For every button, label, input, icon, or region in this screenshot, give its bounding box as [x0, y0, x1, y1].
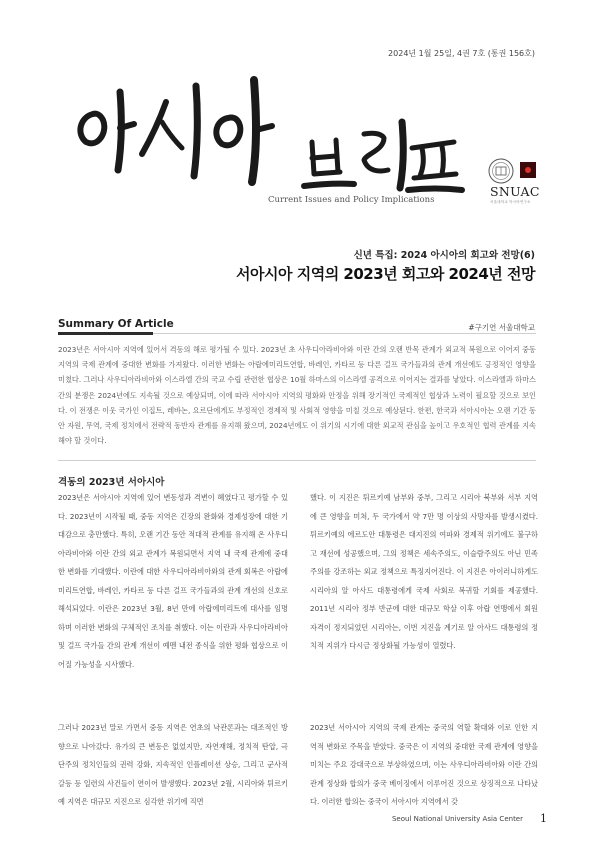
asia-brief-logo — [58, 62, 468, 197]
snuac-mark-icon — [520, 162, 536, 178]
snu-emblem-icon — [488, 158, 514, 184]
author: #구기연 서울대학교 — [468, 323, 535, 332]
publisher-name: SNUAC — [490, 184, 540, 199]
issue-info: 2024년 1월 25일, 4권 7호 (통권 156호) — [388, 49, 535, 58]
article-title: 서아시아 지역의 2023년 회고와 2024년 전망 — [236, 265, 535, 283]
summary-text: 2023년은 서아시아 지역에 있어서 격동의 해로 평가될 수 있다. 2023년 초 사우디아라비아와 이란 간의 오랜 반목 관계가 외교적 복원으로 이어져 중동 지역의 국제 관계에 중대한 변화를 가져왔다. 이러한 변화는 아랍에미리트연합, 바레인, 카타르 등 다른 걸프 국가들과의 관계 개선에도 긍정적인 영향을 미쳤다. 그러나 사우디아라비아와 이스라엘 간의 국교 수립 관련한 협상은 10월 하마스의 이스라엘 공격으로 이어지는 결과를 낳았다. 이스라엘과 하마스 간의 분쟁은 2024년에도 지속될 것으로 예상되며, 이에 따라 서아시아 지역의 평화와 안정을 위해 장기적인 국제적인 협상과 노력이 필요할 것으로 보인다. 이 전쟁은 이웃 국가인 이집트, 레바논, 요르단에게도 부정적인 경제적 및 사회적 영향을 미칠 것으로 예상된다. 한편, 한국과 서아시아는 오랜 기간 동안 자원, 무역, 국제 정치에서 전략적 동반자 관계를 유지해 왔으며, 2024년에도 이 위기의 시기에 대한 외교적 관심을 높이고 우호적인 협력 관계를 지속해야 할 것이다. — [58, 345, 536, 446]
section-heading: 격동의 2023년 서아시아 — [58, 477, 165, 488]
body-paragraph: 2023년 서아시아 지역의 국제 관계는 중국의 역할 확대와 이로 인한 지역적 변화로 주목을 받았다. 중국은 이 지역의 중대한 국제 관계에 영향을 미치는 주요 강대국으로 부상하였으며, 이는 사우디아라비아와 이란 간의 관계 정상화 합의가 중국 베이징에서 이루어진 것으로 상징적으로 나타났다. 이러한 합의는 중국이 서아시아 지역에서 갖 — [310, 723, 538, 806]
summary-bottom-divider — [58, 460, 536, 461]
summary-heading: Summary Of Article — [58, 318, 174, 330]
summary-divider — [58, 333, 536, 334]
logo-tagline: Current Issues and Policy Implications — [268, 195, 435, 205]
publisher-subtitle: 서울대학교 아시아연구소 — [490, 200, 531, 204]
series-title: 신년 특집: 2024 아시아의 회고와 전망(6) — [353, 250, 535, 261]
body-paragraph: 2023년은 서아시아 지역에 있어 변동성과 격변이 혜였다고 평가할 수 있다. 2023년이 시작될 때, 중동 지역은 긴장의 완화와 경제성장에 대한 기대감으로 충만했다. 특히, 오랜 기간 동안 적대적 관계를 유지해 온 사우디아라비아와 이란 간의 외교 관계가 복원되면서 지역 내 국제 관계에 중대한 변화를 기대했다. 이란에 대한 사우디아라비아와의 관계 회복은 아랍에미리트연합, 바레인, 카타르 등 다른 걸프 국가들과의 관계 개선의 신호로 해석되었다. 이란은 2023년 3월, 8년 만에 아랍에미리트에 대사를 임명하며 이러한 변화의 구체적인 조치를 취했다. 이는 이란과 사우디아라비아 및 걸프 국가들 간의 관계 개선이 예멘 내전 종식을 위한 평화 협상으로 이어질 가능성을 시사했다. — [58, 493, 288, 669]
body-paragraph: 그러나 2023년 말로 가면서 중동 지역은 연초의 낙관론과는 대조적인 방향으로 나아갔다. 유가의 큰 변동은 없었지만, 자연재해, 정치적 탄압, 극단주의 정치인들의 권력 강화, 지속적인 인플레이션 상승, 그리고 군사적 갈등 등 일련의 사건들이 연이어 발생했다. 2023년 2월, 시리아와 튀르키예 지역은 대규모 지진으로 심각한 위기에 직면 — [58, 723, 288, 806]
body-paragraph: 했다. 이 지진은 튀르키예 남부와 중부, 그리고 시리아 북부와 서부 지역에 큰 영향을 미쳐, 두 국가에서 약 7만 명 이상의 사망자를 발생시켰다. 튀르키예의 에르도안 대통령은 대지진의 여파와 경제적 위기에도 불구하고 재선에 성공했으며, 그의 정책은 세속주의도, 이슬람주의도 아닌 민족주의를 강조하는 외교 정책으로 특징지어진다. 이 지진은 아이러니하게도 시리아의 알 아사드 대통령에게 국제 사회로 복귀할 기회를 제공했다. 2011년 시리아 정부 반군에 대한 대규모 학살 이후 아랍 연맹에서 회원 자격이 정지되었던 시리아는, 이번 지진을 계기로 알 아사드 대통령의 정치적 지위가 다시금 정상화될 가능성이 열렸다. — [310, 493, 538, 650]
page-number: 1 — [540, 812, 547, 825]
footer-publisher: Seoul National University Asia Center — [391, 815, 523, 823]
